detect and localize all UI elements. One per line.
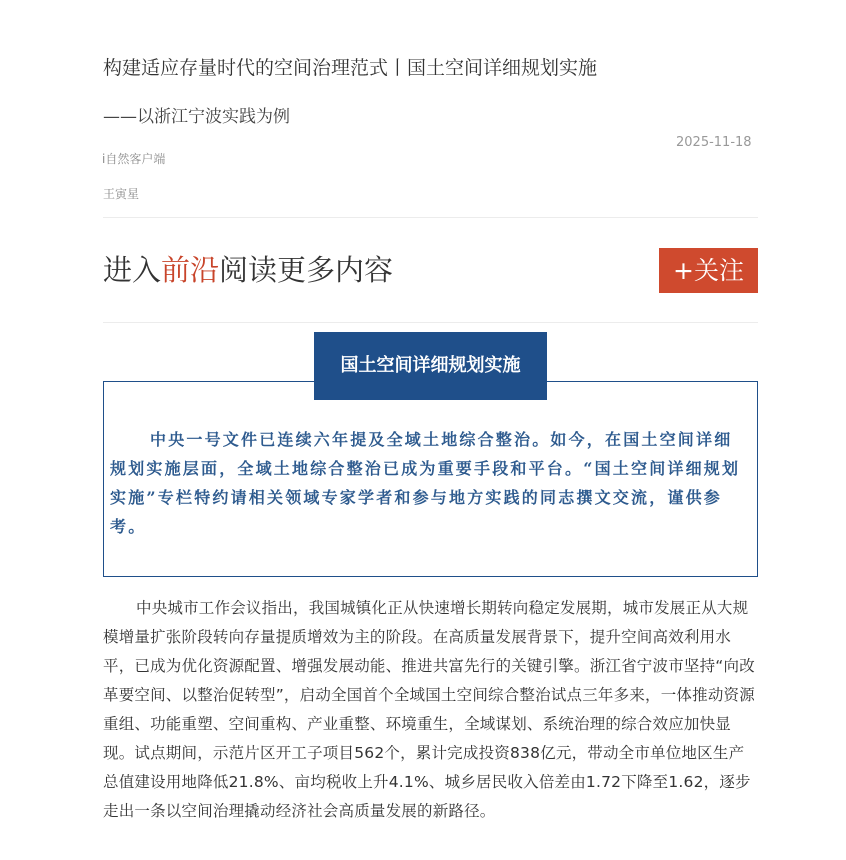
publish-date: 2025-11-18	[676, 135, 752, 150]
author-name: 王寅星	[103, 187, 140, 201]
column-intro-text: 中央一号文件已连续六年提及全域土地综合整治。如今，在国土空间详细规划实施层面，全域土地综合整治已成为重要手段和平台。“国土空间详细规划实施”专栏特约请相关领域专家学者和参与地方实践的同志撰文交流，谨供参考。	[110, 430, 741, 536]
column-tab: 国土空间详细规划实施	[314, 332, 547, 400]
body-paragraph: 中央城市工作会议指出，我国城镇化正从快速增长期转向稳定发展期，城市发展正从大规模增量扩张阶段转向存量提质增效为主的阶段。在高质量发展背景下，提升空间高效利用水平，已成为优化资源配置、增强发展动能、推进共富先行的关键引擎。浙江省宁波市坚持“向改革要空间、以整治促转型”，启动全国首个全域国土空间综合整治试点三年多来，一体推动资源重组、功能重塑、空间重构、产业重整、环境重生，全域谋划、系统治理的综合效应加快显现。试点期间，示范片区开工子项目562个，累计完成投资838亿元，带动全市单位地区生产总值建设用地降低21.8%、亩均税收上升4.1%、城乡居民收入倍差由1.72下降至1.62，逐步走出一条以空间治理撬动经济社会高质量发展的新路径。	[103, 599, 755, 820]
promo-banner[interactable]	[103, 250, 393, 290]
source-label[interactable]: i自然客户端	[102, 152, 166, 166]
promo-suffix: 阅读更多内容	[219, 253, 394, 287]
follow-button[interactable]: +关注	[659, 248, 758, 293]
promo-highlight: 前沿	[161, 253, 220, 287]
promo-prefix: 进入	[103, 253, 162, 287]
divider	[103, 322, 758, 323]
divider	[103, 217, 758, 218]
article-title: 构建适应存量时代的空间治理范式丨国土空间详细规划实施	[103, 57, 598, 79]
article-subtitle: ——以浙江宁波实践为例	[103, 107, 290, 127]
